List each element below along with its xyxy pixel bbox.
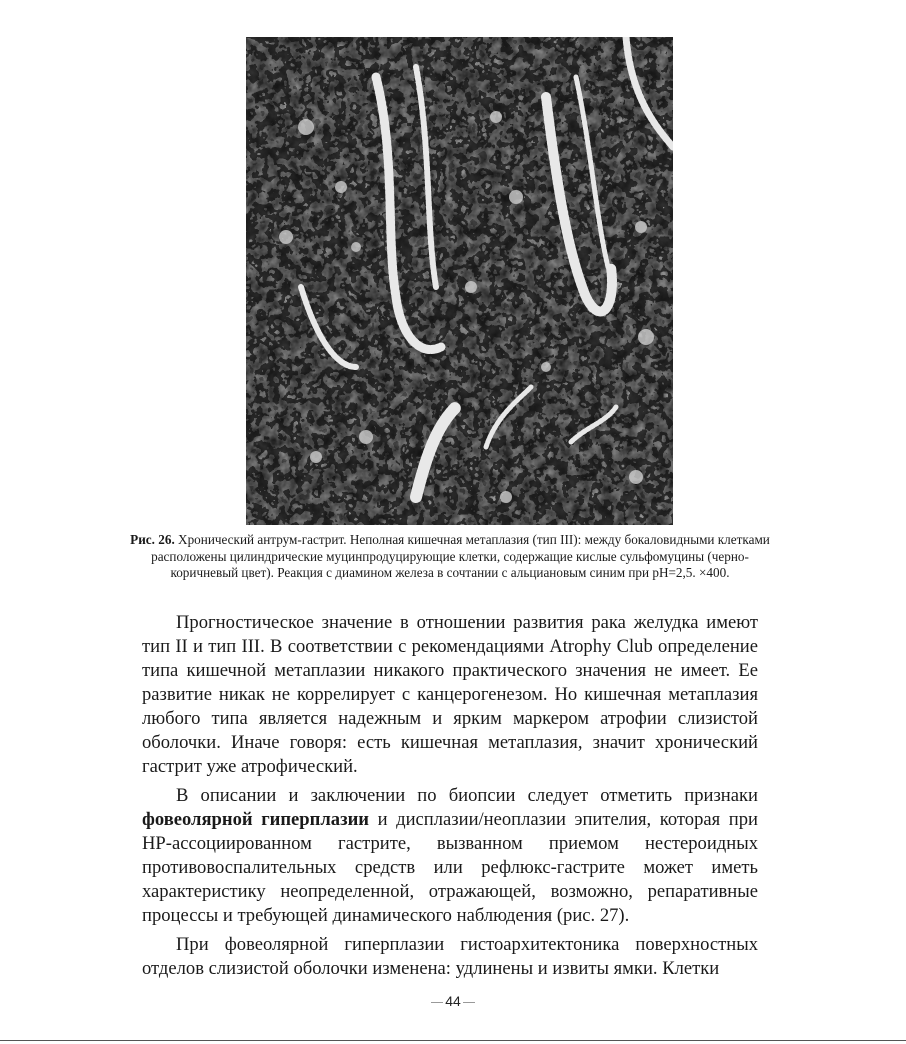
paragraph-2-end: и дисплазии/неоплазии эпителия, которая при НР-ассоциированном гастрите, вызванном приемом нестероидных противовоспалительных средств или рефлюкс-гастрите может иметь характеристику неопределенной, отражающей, возможно, репаративные процессы и требующей динамического наблюдения (рис. 27). bbox=[142, 809, 758, 926]
figure-label: Рис. 26. bbox=[130, 532, 175, 547]
bottom-rule bbox=[0, 1040, 906, 1041]
paragraph-2-start: В описании и заключении по биопсии следует отметить признаки bbox=[176, 785, 758, 806]
body-text bbox=[142, 611, 758, 986]
page-number: 44 bbox=[445, 993, 461, 1009]
paragraph-1: Прогностическое значение в отношении развития рака желудка имеют тип II и тип III. В соответствии с рекомендациями Atrophy Club определение типа кишечной метаплазии никакого практического значения не имеет. Ее развитие никак не коррелирует с канцерогенезом. Но кишечная метаплазия любого типа является надежным и ярким маркером атрофии слизистой оболочки. Иначе говоря: есть кишечная метаплазия, значит хронический гастрит уже атрофический. bbox=[142, 612, 758, 777]
figure-caption-text: Хронический антрум-гастрит. Неполная кишечная метаплазия (тип III): между бокаловидными клетками расположены цилиндрические муцинпродуцирующие клетки, содержащие кислые сульфомуцины (черно-коричневый цвет). Реакция с диамином железа в сочтании с альциановым синим при pH=2,5. ×400. bbox=[151, 532, 770, 580]
paragraph-3: При фовеолярной гиперплазии гистоархитектоника поверхностных отделов слизистой оболочки изменена: удлинены и извиты ямки. Клетки bbox=[142, 934, 758, 979]
bold-term: фовеолярной гиперплазии bbox=[142, 809, 369, 830]
figure-caption bbox=[130, 532, 770, 582]
paragraph-2 bbox=[142, 784, 758, 928]
histology-micrograph bbox=[246, 37, 673, 525]
page-number-container bbox=[0, 993, 906, 1009]
micrograph-image bbox=[246, 37, 673, 525]
